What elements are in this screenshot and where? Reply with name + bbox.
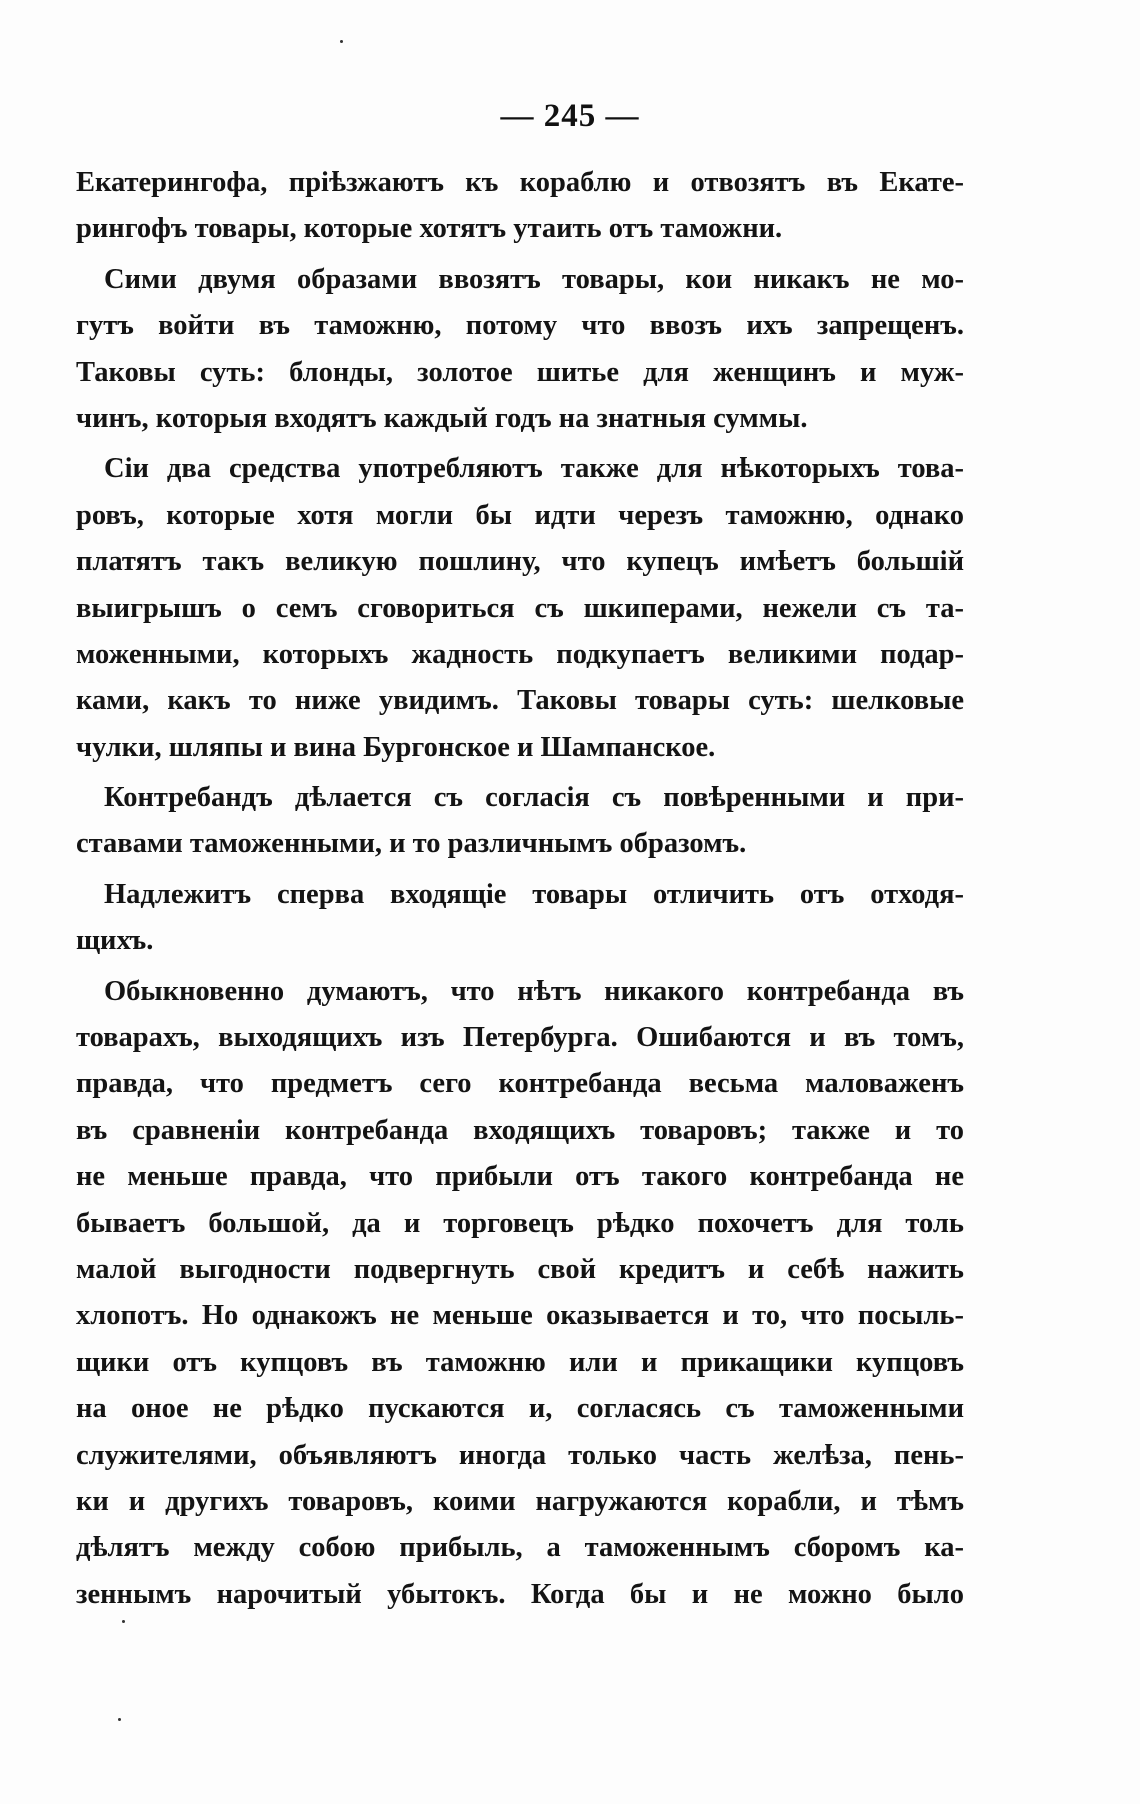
text-line: платятъ такъ великую пошлину, что купецъ имѣетъ большій — [76, 546, 964, 578]
text-line: ставами таможенными, и то различнымъ образомъ. — [76, 828, 747, 860]
scan-speck — [340, 40, 343, 43]
text-line: ки и другихъ товаровъ, коими нагружаются корабли, и тѣмъ — [76, 1485, 964, 1517]
body-text — [76, 160, 964, 1618]
text-line: правда, что предметъ сего контребанда весьма маловаженъ — [76, 1068, 964, 1100]
text-line: щики отъ купцовъ въ таможню или и прикащики купцовъ — [76, 1346, 964, 1378]
paragraph — [76, 872, 964, 965]
text-line: на оное не рѣдко пускаются и, согласясь съ таможенными — [76, 1393, 964, 1425]
text-line: гутъ войти въ таможню, потому что ввозъ ихъ запрещенъ. — [76, 310, 964, 342]
text-line: бываетъ большой, да и торговецъ рѣдко похочетъ для толь — [76, 1207, 964, 1239]
text-line: моженными, которыхъ жадность подкупаетъ великими подар- — [76, 638, 964, 670]
scan-speck — [122, 1620, 125, 1623]
text-line: Контребандъ дѣлается съ согласія съ повѣренными и при- — [104, 782, 964, 814]
page-number: — 245 — — [500, 98, 640, 134]
text-line: дѣлятъ между собою прибыль, а таможеннымъ сборомъ ка- — [76, 1532, 964, 1564]
text-line: выигрышъ о семъ сговориться съ шкиперами, нежели съ та- — [76, 592, 964, 624]
text-line: Таковы суть: блонды, золотое шитье для женщинъ и муж- — [76, 356, 964, 388]
paragraph — [76, 160, 964, 253]
text-line: хлопотъ. Но однакожъ не меньше оказывается и то, что посыль- — [76, 1300, 964, 1332]
text-line: Надлежитъ сперва входящіе товары отличить отъ отходя- — [104, 878, 964, 910]
text-line: Екатерингофа, пріѣзжаютъ къ кораблю и отвозятъ въ Екате- — [76, 167, 964, 198]
text-line: Сіи два средства употребляютъ также для нѣкоторыхъ това- — [104, 453, 964, 485]
paragraph — [76, 969, 964, 1618]
text-line: служителями, объявляютъ иногда только часть желѣза, пень- — [76, 1439, 964, 1471]
text-line: не меньше правда, что прибыли отъ такого контребанда не — [76, 1161, 964, 1193]
text-line: чинъ, которыя входятъ каждый годъ на знатныя суммы. — [76, 402, 808, 434]
text-line: ровъ, которые хотя могли бы идти черезъ таможню, однако — [76, 499, 964, 531]
paragraph — [76, 775, 964, 868]
text-line: ками, какъ то ниже увидимъ. Таковы товары суть: шелковые — [76, 685, 964, 717]
text-line: малой выгодности подвергнуть свой кредитъ и себѣ нажить — [76, 1253, 964, 1285]
text-line: товарахъ, выходящихъ изъ Петербурга. Ошибаются и въ томъ, — [76, 1022, 964, 1054]
text-line: въ сравненіи контребанда входящихъ товаровъ; также и то — [76, 1114, 964, 1146]
text-line: зеннымъ нарочитый убытокъ. Когда бы и не можно было — [76, 1578, 964, 1610]
text-line: чулки, шляпы и вина Бургонское и Шампанское. — [76, 731, 716, 763]
text-line: Обыкновенно думаютъ, что нѣтъ никакого контребанда въ — [104, 975, 964, 1007]
scan-speck — [118, 1718, 121, 1721]
paragraph — [76, 257, 964, 443]
text-line: Сими двумя образами ввозятъ товары, кои никакъ не мо- — [104, 263, 964, 295]
paragraph — [76, 446, 964, 771]
text-line: рингофъ товары, которые хотятъ утаить отъ таможни. — [76, 213, 783, 245]
text-line: щихъ. — [76, 925, 154, 957]
